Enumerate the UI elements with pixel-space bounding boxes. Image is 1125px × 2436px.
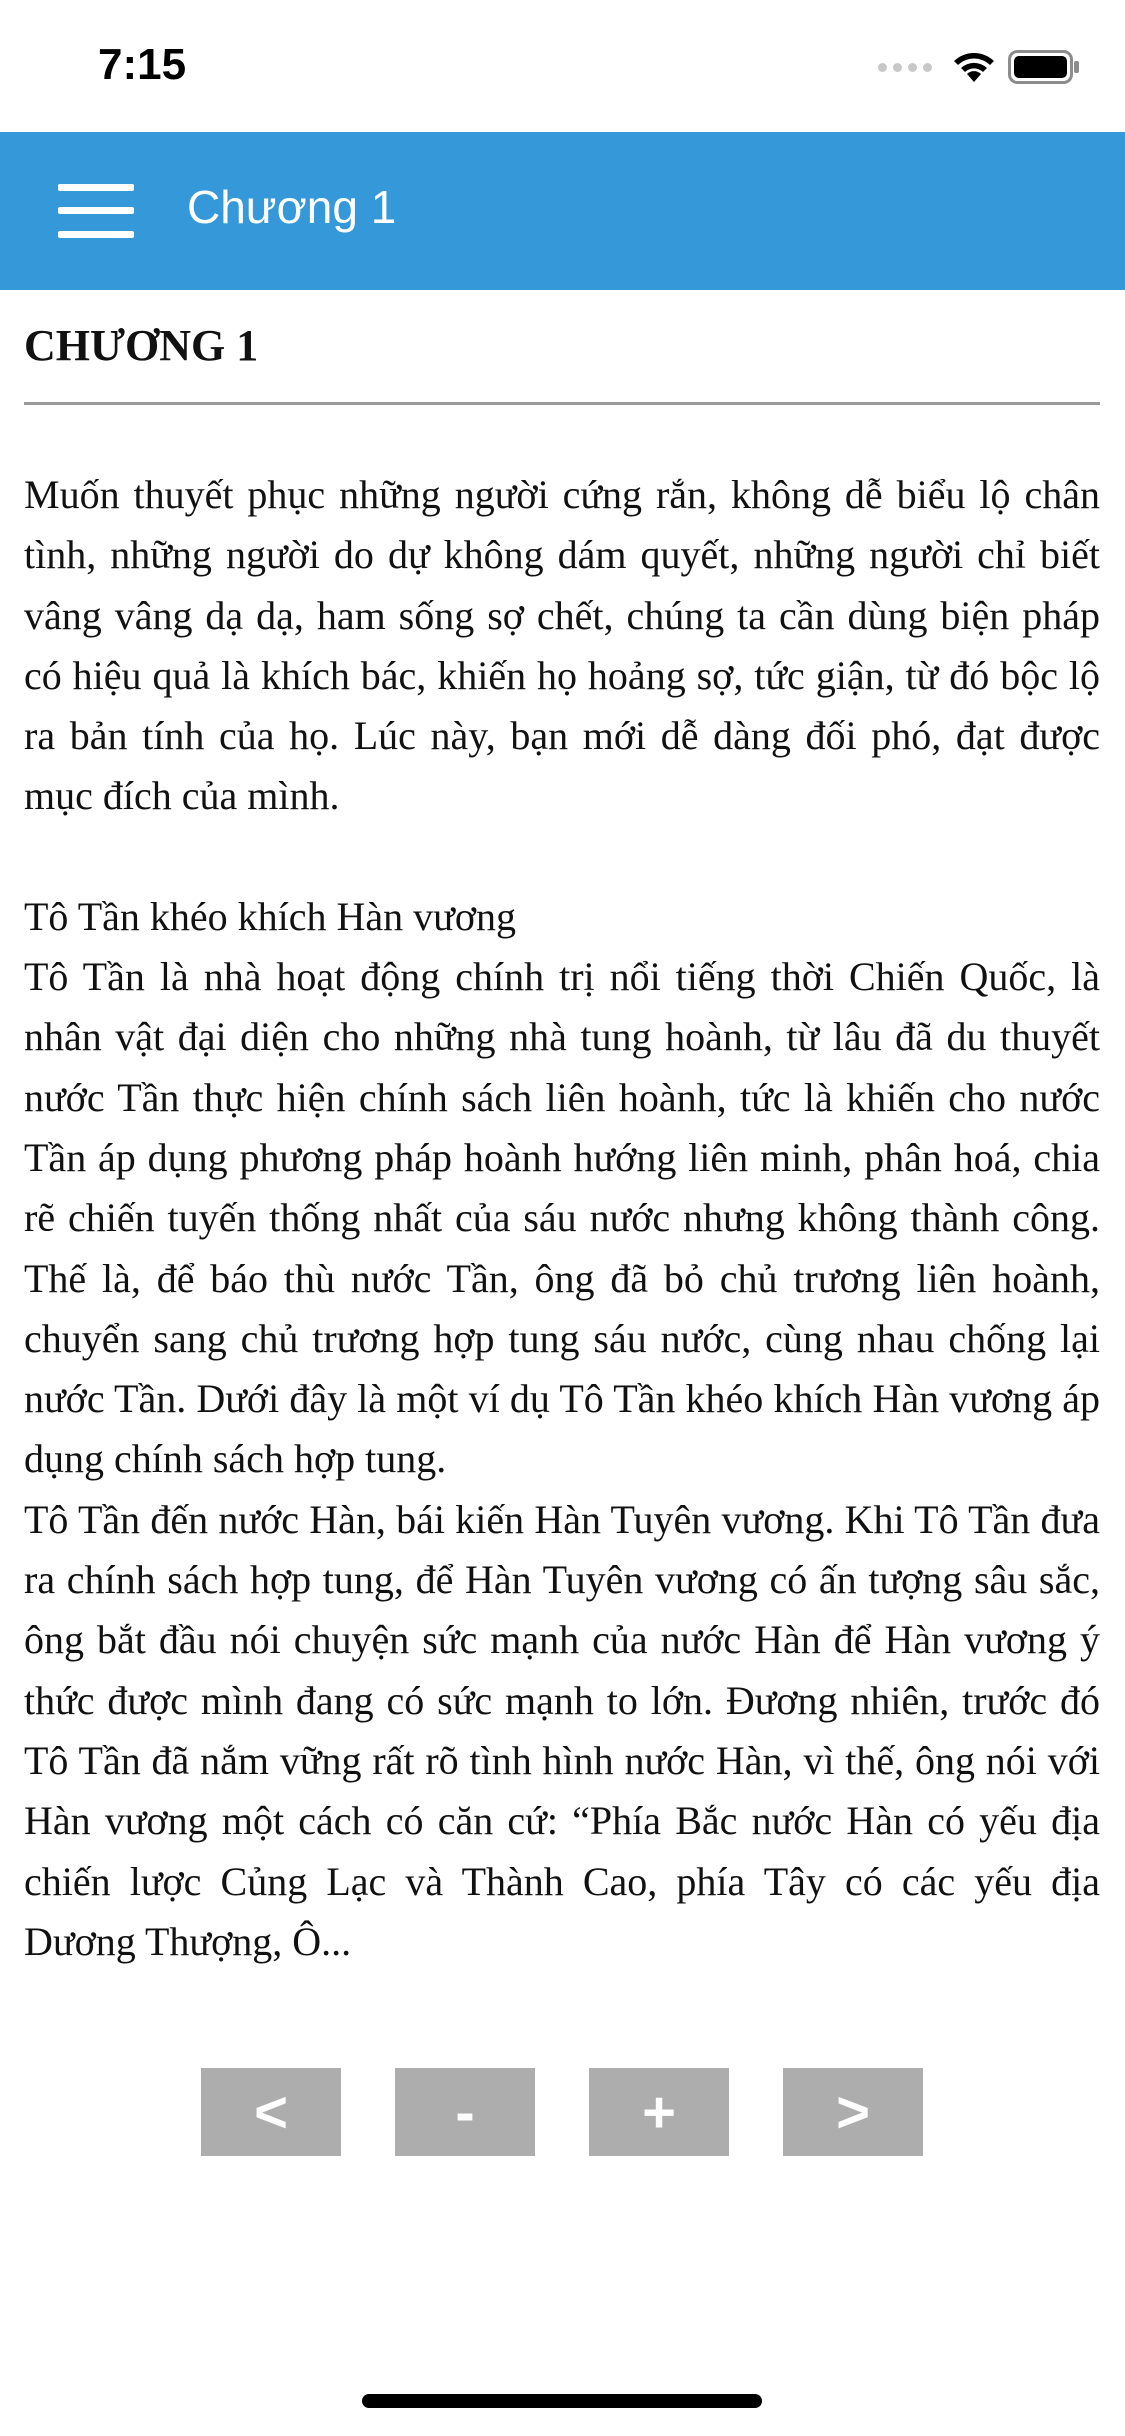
status-icons [878, 50, 1080, 84]
status-bar [0, 0, 1125, 132]
previous-page-button[interactable]: < [201, 2068, 341, 2156]
chapter-heading: CHƯƠNG 1 [24, 321, 259, 370]
nav-title: Chương 1 [187, 181, 397, 233]
hamburger-menu-icon[interactable] [58, 184, 134, 238]
wifi-icon [952, 50, 996, 84]
home-indicator[interactable] [362, 2394, 762, 2408]
status-time: 7:15 [98, 40, 187, 89]
chapter-content[interactable] [24, 290, 1100, 2185]
chapter-paragraph: Tô Tần là nhà hoạt động chính trị nổi tiếng thời Chiến Quốc, là nhân vật đại diện cho những nhà tung hoành, từ lâu đã du thuyết nước Tần thực hiện chính sách liên hoành, tức là khiến cho nước Tần áp dụng phương pháp hoành hướng liên minh, phân hoá, chia rẽ chiến tuyến thống nhất của sáu nước nhưng không thành công. Thế là, để báo thù nước Tần, ông đã bỏ chủ trương liên hoành, chuyển sang chủ trương hợp tung sáu nước, cùng nhau chống lại nước Tần. Dưới đây là một ví dụ Tô Tần khéo khích Hàn vương áp dụng chính sách hợp tung. [24, 954, 1100, 1482]
cellular-signal-icon [878, 63, 932, 72]
battery-icon [1008, 50, 1080, 84]
next-page-button[interactable]: > [783, 2068, 923, 2156]
nav-bar [0, 132, 1125, 290]
chapter-subheading: Tô Tần khéo khích Hàn vương [24, 893, 516, 939]
decrease-font-button[interactable]: - [395, 2068, 535, 2156]
chapter-paragraph: Tô Tần đến nước Hàn, bái kiến Hàn Tuyên vương. Khi Tô Tần đưa ra chính sách hợp tung, để Hàn Tuyên vương có ấn tượng sâu sắc, ông bắt đầu nói chuyện sức mạnh của nước Hàn để Hàn vương ý thức được mình đang có sức mạnh to lớn. Đương nhiên, trước đó Tô Tần đã nắm vững rất rõ tình hình nước Hàn, vì thế, ông nói với Hàn vương một cách có căn cứ: “Phía Bắc nước Hàn có yếu địa chiến lược Củng Lạc và Thành Cao, phía Tây có các yếu địa Dương Thượng, Ô... [24, 1496, 1100, 1964]
increase-font-button[interactable]: + [589, 2068, 729, 2156]
chapter-divider [24, 402, 1100, 405]
chapter-paragraph: Muốn thuyết phục những người cứng rắn, không dễ biểu lộ chân tình, những người do dự không dám quyết, những người chỉ biết vâng vâng dạ dạ, ham sống sợ chết, chúng ta cần dùng biện pháp có hiệu quả là khích bác, khiến họ hoảng sợ, tức giận, từ đó bộc lộ ra bản tính của họ. Lúc này, bạn mới dễ dàng đối phó, đạt được mục đích của mình. [24, 472, 1100, 819]
